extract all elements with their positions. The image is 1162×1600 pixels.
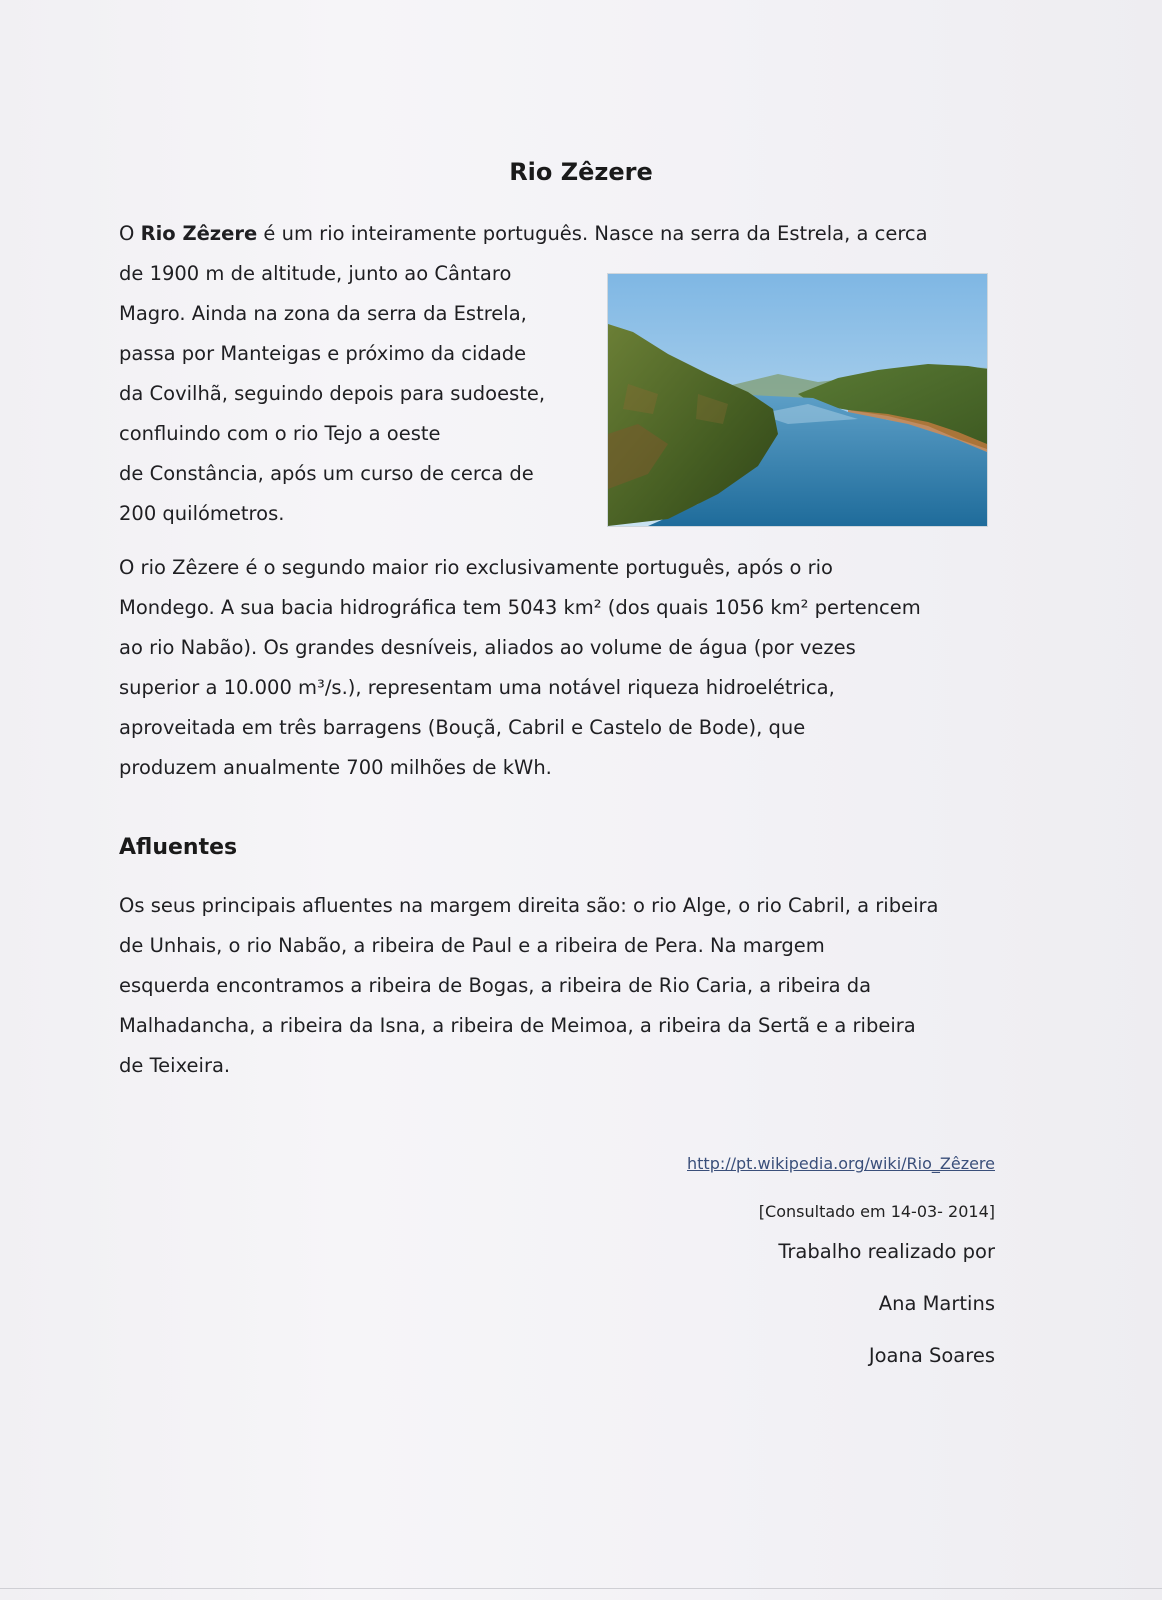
author-name: Joana Soares (868, 1344, 995, 1367)
paper-edge (0, 1588, 1162, 1589)
credits-label: Trabalho realizado por (778, 1240, 995, 1263)
p2-line-6: produzem anualmente 700 milhões de kWh. (119, 756, 552, 779)
p2-line-5: aproveitada em três barragens (Bouçã, Cabril e Castelo de Bode), que (119, 716, 806, 739)
intro-line-1 (119, 214, 999, 254)
second-paragraph (119, 548, 999, 788)
intro-line-4: passa por Manteigas e próximo da cidade (119, 342, 527, 365)
p3-line-4: Malhadancha, a ribeira da Isna, a ribeira de Meimoa, a ribeira da Sertã e a ribeira (119, 1014, 916, 1037)
intro-lead: O (119, 222, 141, 245)
intro-line-8: 200 quilómetros. (119, 502, 285, 525)
section-heading-afluentes: Afluentes (119, 835, 238, 860)
p2-line-3: ao rio Nabão). Os grandes desníveis, aliados ao volume de água (por vezes (119, 636, 856, 659)
consulted-date: [Consultado em 14-03- 2014] (758, 1202, 995, 1221)
intro-line-5: da Covilhã, seguindo depois para sudoeste, (119, 382, 546, 405)
river-landscape-photo (607, 273, 988, 527)
intro-line-2: de 1900 m de altitude, junto ao Cântaro (119, 262, 512, 285)
afluentes-paragraph (119, 886, 1009, 1086)
page-title: Rio Zêzere (509, 158, 653, 186)
p3-line-5: de Teixeira. (119, 1054, 231, 1077)
p2-line-1: O rio Zêzere é o segundo maior rio exclusivamente português, após o rio (119, 556, 833, 579)
p3-line-2: de Unhais, o rio Nabão, a ribeira de Paul e a ribeira de Pera. Na margem (119, 934, 825, 957)
river-photo-illustration (608, 274, 987, 526)
p3-line-1: Os seus principais afluentes na margem direita são: o rio Alge, o rio Cabril, a ribeira (119, 894, 939, 917)
intro-line-3: Magro. Ainda na zona da serra da Estrela, (119, 302, 527, 325)
intro-line-6: confluindo com o rio Tejo a oeste (119, 422, 441, 445)
intro-line-7: de Constância, após um curso de cerca de (119, 462, 534, 485)
p2-line-4: superior a 10.000 m³/s.), representam uma notável riqueza hidroelétrica, (119, 676, 835, 699)
p3-line-3: esquerda encontramos a ribeira de Bogas, a ribeira de Rio Caria, a ribeira da (119, 974, 872, 997)
p2-line-2: Mondego. A sua bacia hidrográfica tem 5043 km² (dos quais 1056 km² pertencem (119, 596, 921, 619)
credits-block (778, 1237, 995, 1393)
source-link[interactable]: http://pt.wikipedia.org/wiki/Rio_Zêzere (687, 1154, 995, 1173)
author-name: Ana Martins (878, 1292, 995, 1315)
river-name-bold: Rio Zêzere (140, 222, 258, 245)
intro-line-1-rest: é um rio inteiramente português. Nasce na serra da Estrela, a cerca (257, 222, 928, 245)
